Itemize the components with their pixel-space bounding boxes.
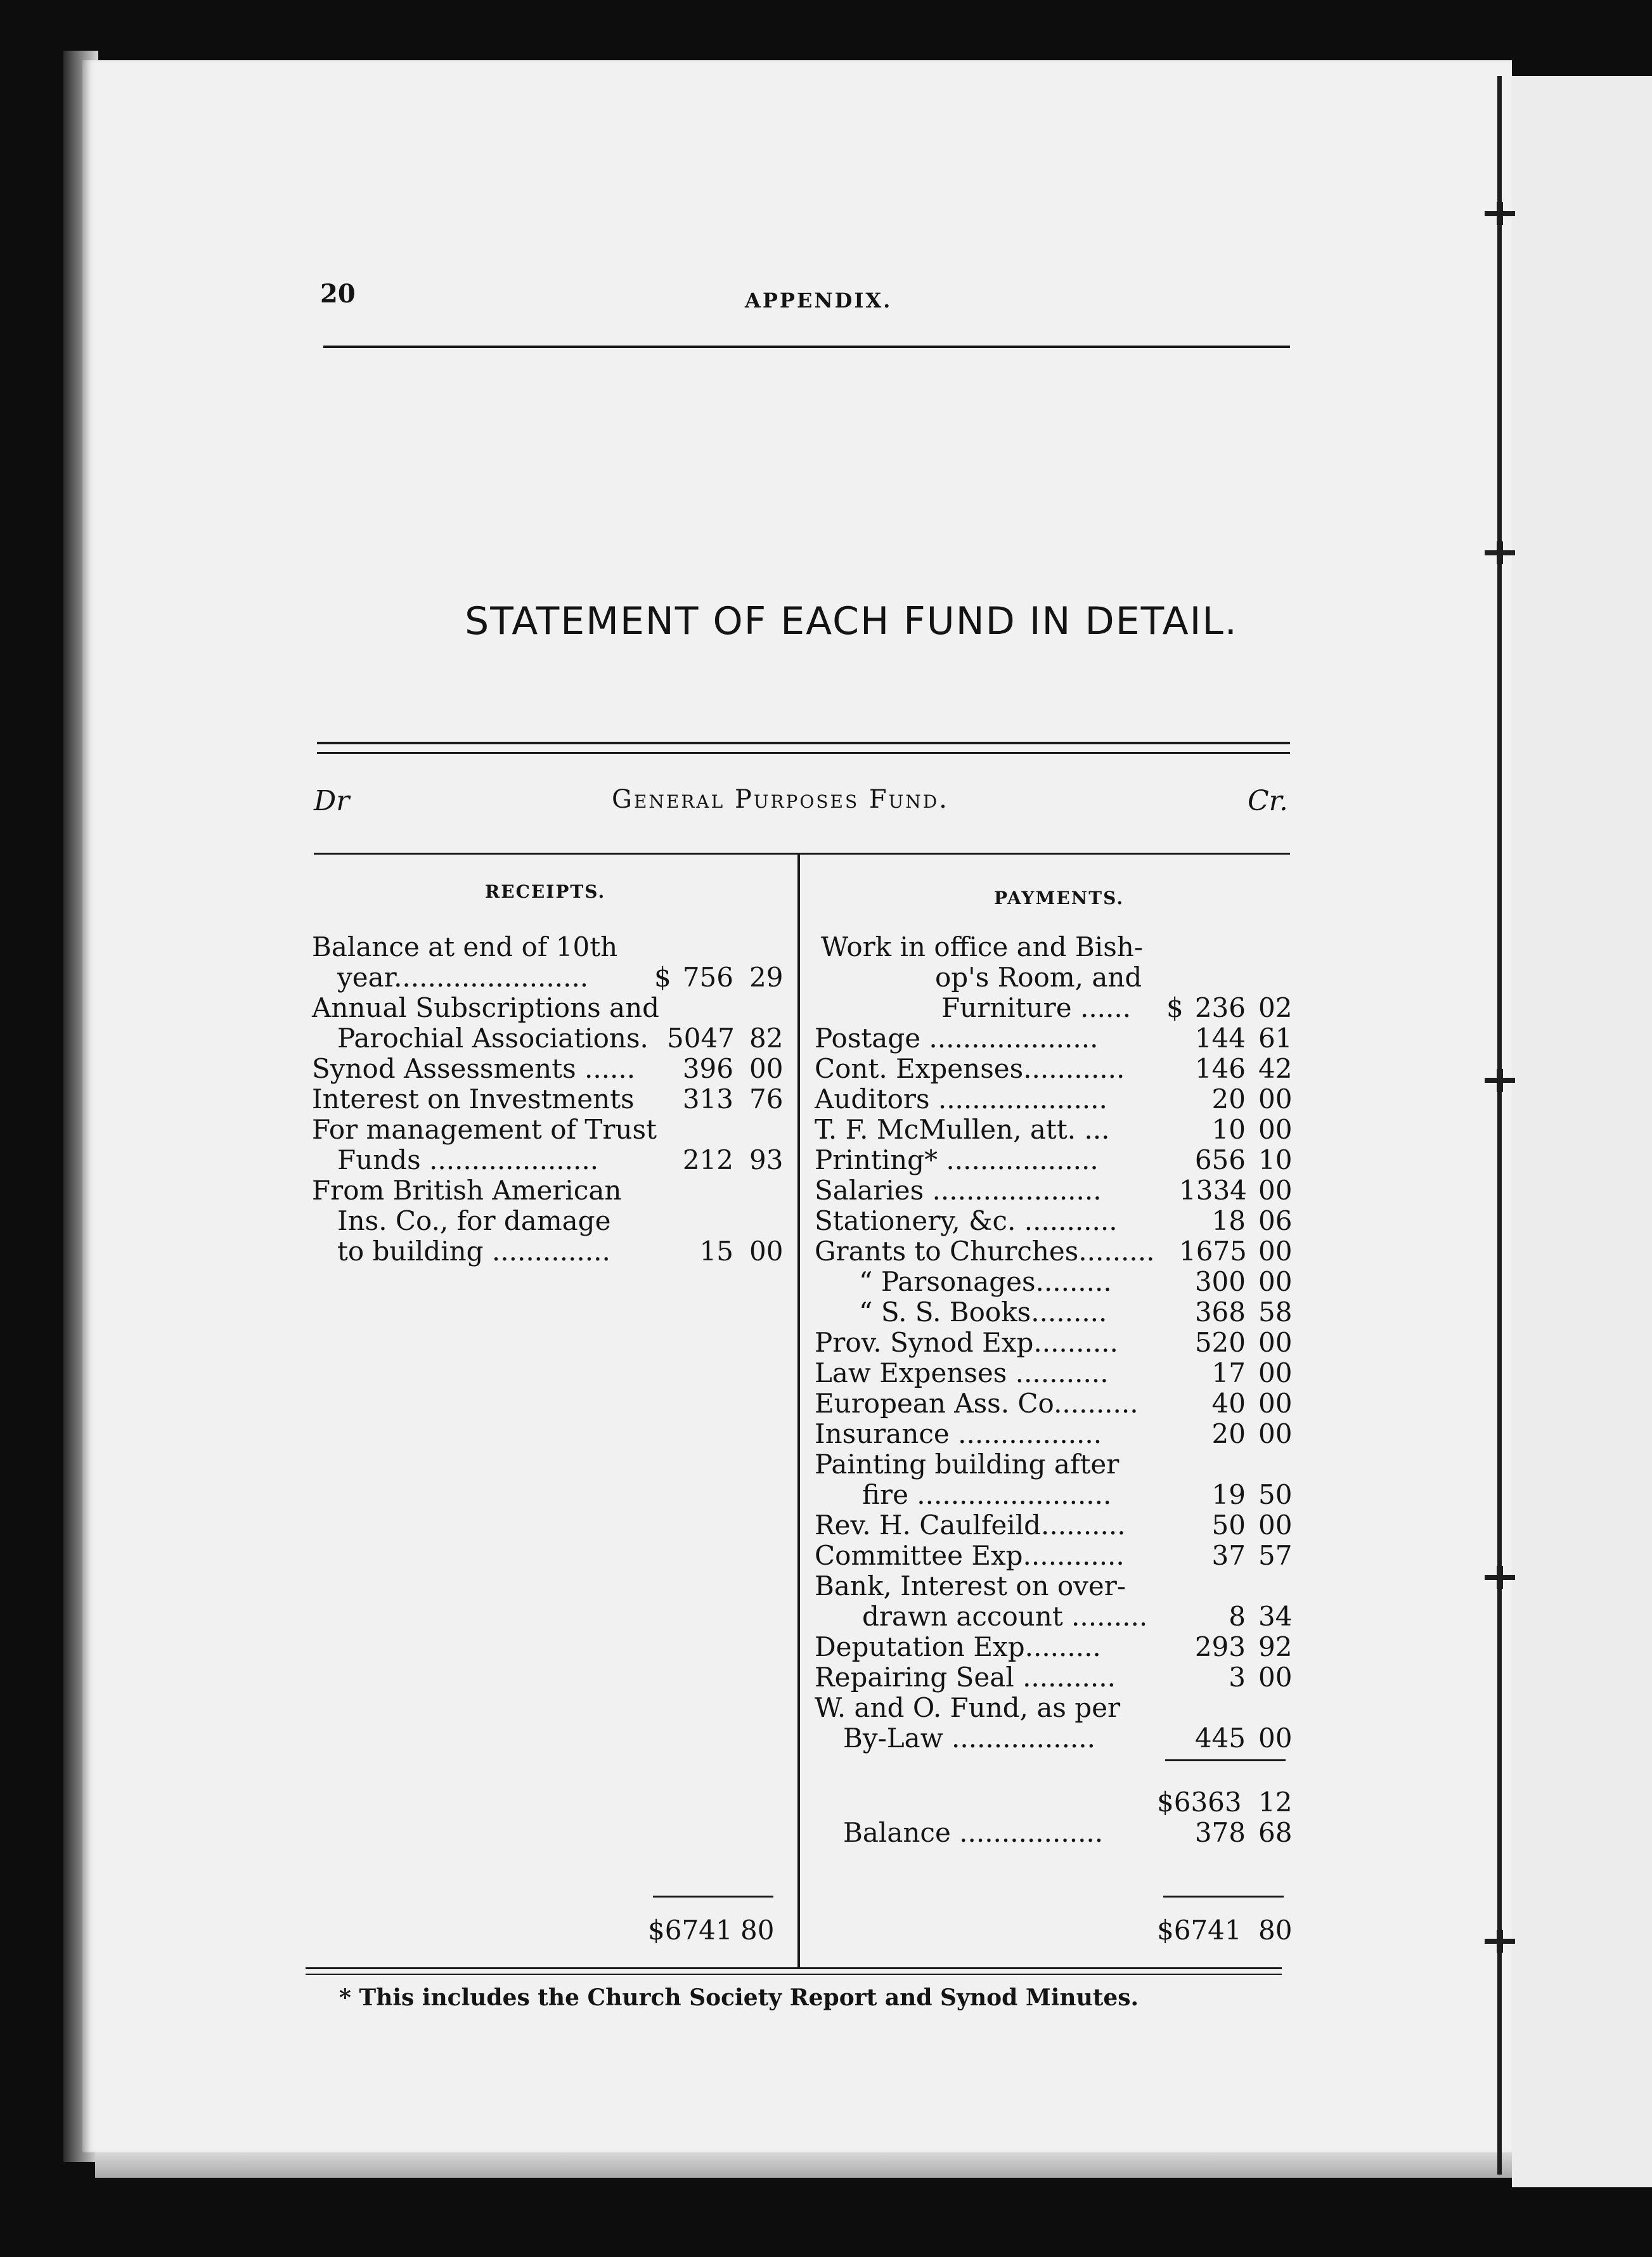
payment-label: Committee Exp............	[815, 1540, 1125, 1571]
receipt-label: From British American	[312, 1175, 622, 1206]
balance-cents: 68	[1258, 1817, 1293, 1848]
header-rule	[323, 346, 1290, 348]
payment-amount: 1334	[1179, 1175, 1247, 1206]
payment-cents: 00	[1258, 1327, 1293, 1358]
payment-cents: 00	[1258, 1236, 1293, 1267]
payment-label: Cont. Expenses............	[815, 1053, 1125, 1084]
receipt-amount: 396	[682, 1053, 733, 1084]
receipt-label: year.......................	[337, 962, 589, 993]
page-number: 20	[320, 279, 356, 309]
receipt-cents: 29	[749, 962, 784, 993]
receipt-label: Annual Subscriptions and	[312, 992, 660, 1023]
payment-amount: 20	[1211, 1418, 1246, 1449]
page-title: STATEMENT OF EACH FUND IN DETAIL.	[465, 599, 1238, 643]
receipt-dollar-sign: $	[654, 962, 671, 993]
payment-amount: 17	[1211, 1357, 1246, 1388]
payments-subtotal-cents: 12	[1258, 1787, 1293, 1818]
receipt-cents: 82	[749, 1023, 784, 1054]
footnote: * This includes the Church Society Report and Synod Minutes.	[339, 1984, 1139, 2011]
payment-label: Grants to Churches.........	[815, 1236, 1155, 1267]
payment-amount: 146	[1194, 1053, 1246, 1084]
receipts-total-rule	[653, 1896, 773, 1898]
receipt-label: to building ..............	[337, 1236, 610, 1267]
payment-label: Furniture ......	[941, 992, 1132, 1023]
payment-amount: 520	[1194, 1327, 1246, 1358]
receipt-amount: 212	[682, 1144, 733, 1175]
payment-cents: 00	[1258, 1357, 1293, 1388]
receipt-amount: 313	[682, 1083, 733, 1115]
payment-amount: 1675	[1179, 1236, 1247, 1267]
payment-amount: 20	[1211, 1083, 1246, 1115]
payment-amount: 50	[1211, 1510, 1246, 1541]
payments-heading: PAYMENTS.	[994, 888, 1125, 909]
receipts-heading: RECEIPTS.	[485, 881, 606, 902]
payment-label: op's Room, and	[935, 962, 1142, 993]
payment-cents: 50	[1258, 1479, 1293, 1510]
binding-stitch	[1485, 1575, 1515, 1580]
fund-title: General Purposes Fund.	[612, 785, 949, 814]
receipt-label: Balance at end of 10th	[312, 931, 618, 962]
payment-dollar-sign: $	[1166, 992, 1184, 1023]
facing-page-edge	[1512, 76, 1652, 2187]
receipts-total-cents: 80	[740, 1915, 775, 1946]
receipt-label: Ins. Co., for damage	[337, 1205, 611, 1236]
payment-cents: 00	[1258, 1388, 1293, 1419]
payment-label: “ S. S. Books.........	[859, 1297, 1107, 1328]
payment-amount: 37	[1211, 1540, 1246, 1571]
receipts-list	[312, 932, 794, 1287]
payment-cents: 00	[1258, 1175, 1293, 1206]
payment-label: T. F. McMullen, att. ...	[815, 1114, 1110, 1145]
payment-cents: 00	[1258, 1266, 1293, 1297]
payment-label: Auditors ....................	[815, 1083, 1107, 1115]
payment-amount: 18	[1211, 1205, 1246, 1236]
payment-amount: 445	[1194, 1723, 1246, 1754]
balance-amount: 378	[1194, 1817, 1246, 1848]
binding-stitch	[1485, 1078, 1515, 1083]
payment-label: “ Parsonages.........	[859, 1266, 1112, 1297]
receipt-label: Funds ....................	[337, 1144, 599, 1175]
payment-amount: 293	[1194, 1631, 1246, 1662]
payments-subtotal-amount: $6363	[1157, 1787, 1242, 1818]
receipt-label: For management of Trust	[312, 1114, 657, 1145]
payment-cents: 06	[1258, 1205, 1293, 1236]
payment-amount: 656	[1194, 1144, 1246, 1175]
payments-total-cents: 80	[1258, 1915, 1293, 1946]
payment-label: Salaries ....................	[815, 1175, 1102, 1206]
column-divider	[797, 855, 800, 1967]
payments-list	[815, 932, 1296, 1769]
debit-label: Dr	[314, 785, 350, 817]
payment-label: Printing* ..................	[815, 1144, 1099, 1175]
receipt-label: Synod Assessments ......	[312, 1053, 636, 1084]
receipt-amount: 5047	[667, 1023, 735, 1054]
table-bottom-rule-2	[306, 1974, 1282, 1975]
payment-label: Postage ....................	[815, 1023, 1099, 1054]
payment-label: drawn account .........	[862, 1601, 1148, 1632]
payments-total-rule	[1163, 1896, 1284, 1898]
receipt-label: Interest on Investments	[312, 1083, 635, 1115]
payment-cents: 61	[1258, 1023, 1293, 1054]
payment-amount: 40	[1211, 1388, 1246, 1419]
payment-label: European Ass. Co..........	[815, 1388, 1139, 1419]
receipt-cents: 00	[749, 1053, 784, 1084]
credit-label: Cr.	[1248, 785, 1288, 817]
receipt-cents: 00	[749, 1236, 784, 1267]
receipt-amount: 756	[682, 962, 733, 993]
binding-stitch	[1485, 211, 1515, 216]
payment-cents: 00	[1258, 1510, 1293, 1541]
payment-amount: 19	[1211, 1479, 1246, 1510]
payment-label: Rev. H. Caulfeild..........	[815, 1510, 1126, 1541]
receipts-total-amount: $6741	[648, 1915, 733, 1946]
payment-amount: 236	[1194, 992, 1246, 1023]
payment-cents: 00	[1258, 1083, 1293, 1115]
running-title: APPENDIX.	[745, 288, 893, 313]
receipt-amount: 15	[699, 1236, 733, 1267]
payment-label: fire .......................	[862, 1479, 1112, 1510]
binding-thread	[1497, 76, 1502, 2175]
payment-cents: 58	[1258, 1297, 1293, 1328]
payment-amount: 8	[1229, 1601, 1246, 1632]
payment-label: Deputation Exp.........	[815, 1631, 1101, 1662]
double-rule-top	[317, 742, 1290, 744]
scan-bottom-edge	[95, 2152, 1553, 2178]
fund-heading-rule	[314, 853, 1290, 855]
payment-label: Insurance .................	[815, 1418, 1102, 1449]
payment-amount: 144	[1194, 1023, 1246, 1054]
payment-label: By-Law .................	[843, 1723, 1095, 1754]
payment-amount: 300	[1194, 1266, 1246, 1297]
double-rule-bottom	[317, 752, 1290, 754]
payment-cents: 10	[1258, 1144, 1293, 1175]
payment-amount: 3	[1229, 1662, 1246, 1693]
payments-total-amount: $6741	[1157, 1915, 1242, 1946]
payment-cents: 42	[1258, 1053, 1293, 1084]
payments-subtotal-rule	[1165, 1759, 1286, 1761]
payment-cents: 02	[1258, 992, 1293, 1023]
payment-label: Law Expenses ...........	[815, 1357, 1109, 1388]
payment-amount: 368	[1194, 1297, 1246, 1328]
balance-label: Balance .................	[843, 1817, 1104, 1848]
payment-label: Stationery, &c. ...........	[815, 1205, 1118, 1236]
payment-cents: 92	[1258, 1631, 1293, 1662]
payment-cents: 00	[1258, 1114, 1293, 1145]
payment-cents: 57	[1258, 1540, 1293, 1571]
payment-label: Bank, Interest on over-	[815, 1570, 1126, 1601]
receipt-cents: 93	[749, 1144, 784, 1175]
payment-label: Painting building after	[815, 1449, 1120, 1480]
payment-label: Work in office and Bish-	[821, 931, 1144, 962]
payment-cents: 00	[1258, 1662, 1293, 1693]
binding-stitch	[1485, 1939, 1515, 1944]
receipt-cents: 76	[749, 1083, 784, 1115]
payment-label: Repairing Seal ...........	[815, 1662, 1116, 1693]
payment-label: Prov. Synod Exp..........	[815, 1327, 1118, 1358]
table-bottom-rule-1	[306, 1967, 1282, 1969]
receipt-label: Parochial Associations.	[337, 1023, 649, 1054]
payment-amount: 10	[1211, 1114, 1246, 1145]
payment-label: W. and O. Fund, as per	[815, 1692, 1121, 1723]
payment-cents: 34	[1258, 1601, 1293, 1632]
payment-cents: 00	[1258, 1723, 1293, 1754]
payment-cents: 00	[1258, 1418, 1293, 1449]
binding-stitch	[1485, 550, 1515, 555]
